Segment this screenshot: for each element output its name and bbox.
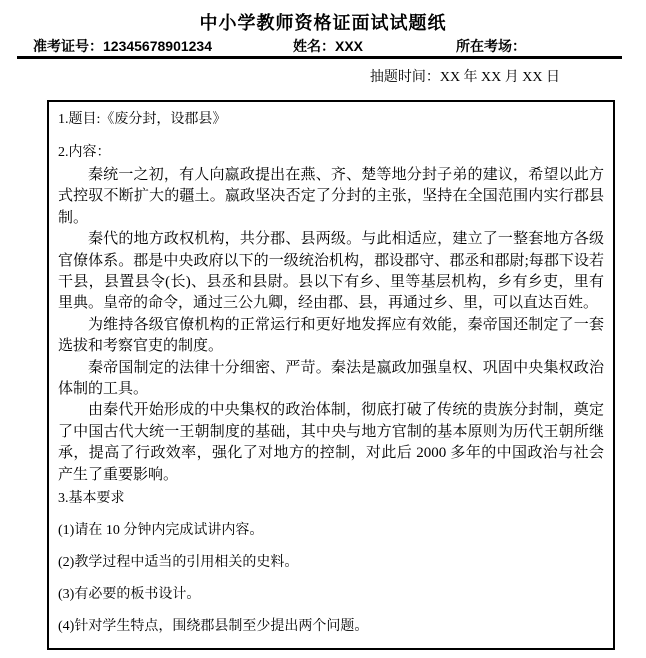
admission-number-label: 准考证号：	[33, 38, 103, 54]
admission-number-field	[33, 36, 212, 56]
exam-room-label: 所在考场：	[456, 38, 526, 54]
name-field	[293, 36, 363, 56]
content-paragraph: 由秦代开始形成的中央集权的政治体制，彻底打破了传统的贵族分封制，奠定了中国古代大统一王朝制度的基础，其中央与地方官制的基本原则为历代王朝所继承，提高了行政效率，强化了对地方的控制，对此后 2000 多年的中国政治与社会产生了重要影响。	[58, 402, 604, 483]
name-label: 姓名：	[293, 38, 335, 54]
requirement-item: (3)有必要的板书设计。	[58, 587, 201, 603]
requirement-item: (1)请在 10 分钟内完成试讲内容。	[58, 523, 264, 539]
name-value: XXX	[335, 38, 364, 54]
requirement-item: (4)针对学生特点，围绕郡县制至少提出两个问题。	[58, 619, 369, 635]
content-section-label: 2.内容：	[58, 145, 111, 160]
page-title: 中小学教师资格证面试试题纸	[199, 13, 447, 33]
draw-time-text: 抽题时间：XX 年 XX 月 XX 日	[369, 70, 560, 85]
content-paragraph: 秦统一之初，有人向嬴政提出在燕、齐、楚等地分封子弟的建议，希望以此方式控驭不断扩大的疆土。嬴政坚决否定了分封的主张，坚持在全国范围内实行郡县制。	[58, 167, 604, 226]
question-box	[47, 100, 615, 650]
question-title: 1.题目:《废分封，设郡县》	[58, 112, 227, 127]
exam-room-field	[456, 36, 526, 56]
content-paragraph: 为维持各级官僚机构的正常运行和更好地发挥应有效能，秦帝国还制定了一套选拔和考察官吏的制度。	[58, 316, 604, 355]
requirement-item: (2)教学过程中适当的引用相关的史料。	[58, 555, 299, 571]
content-paragraphs	[58, 165, 604, 486]
header-fields-row	[0, 36, 646, 54]
requirements-section-label: 3.基本要求	[58, 491, 125, 507]
admission-number-value: 12345678901234	[103, 38, 213, 54]
header-divider	[17, 56, 622, 59]
content-paragraph: 秦代的地方政权机构，共分郡、县两级。与此相适应，建立了一整套地方各级官僚体系。郡是中央政府以下的一级统治机构，郡设郡守、郡丞和郡尉;每郡下设若干县，县置县令(长)、县丞和县尉。县以下有乡、里等基层机构，乡有乡吏，里有里典。皇帝的命令，通过三公九卿，经由郡、县，再通过乡、里，可以直达百姓。	[58, 231, 604, 312]
content-paragraph: 秦帝国制定的法律十分细密、严苛。秦法是嬴政加强皇权、巩固中央集权政治体制的工具。	[58, 359, 604, 398]
